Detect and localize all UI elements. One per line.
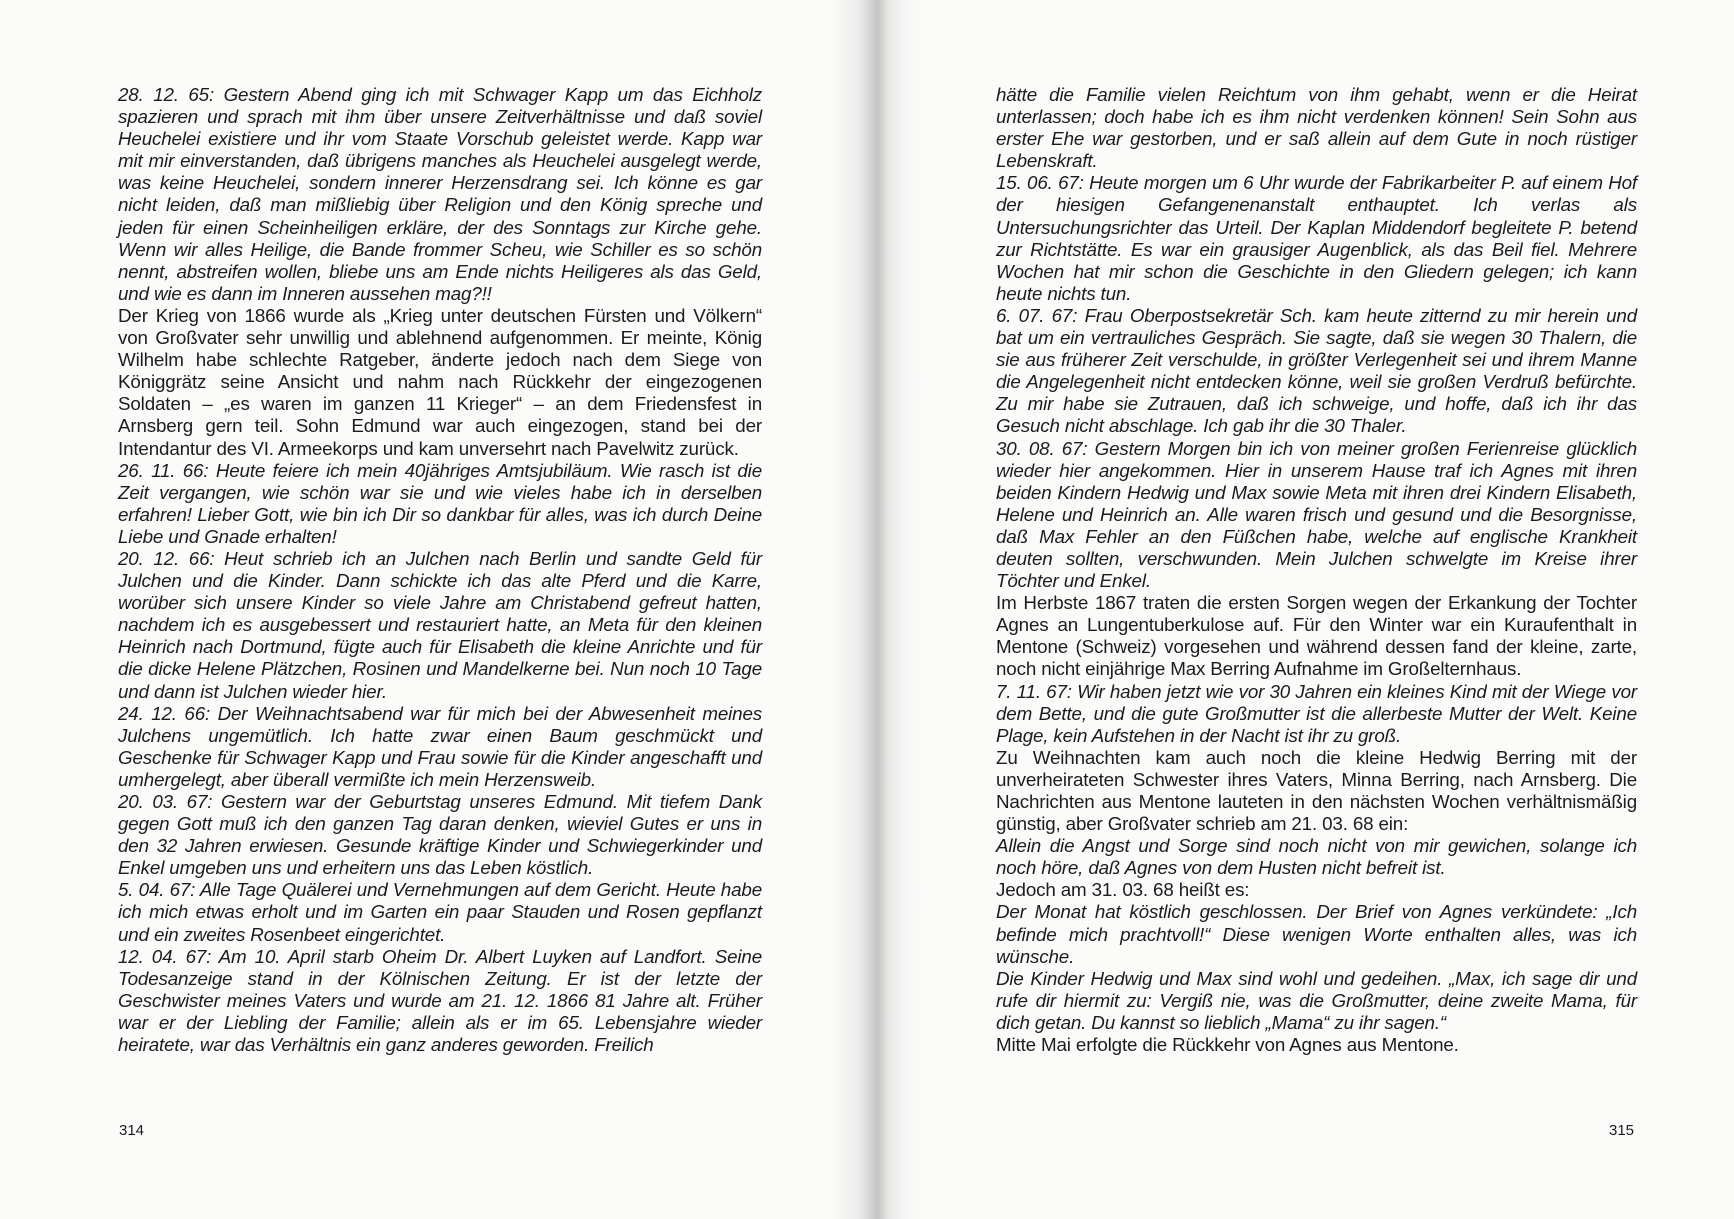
left-paragraph-6: 20. 03. 67: Gestern war der Geburtstag unseres Edmund. Mit tiefem Dank gegen Gott muß ich den ganzen Tag daran denken, wieviel Gutes er uns in den 32 Jahren erwiesen. Gesunde kräftige Kinder und Schwiegerkinder und Enkel umgeben uns und erheitern uns das Leben köstlich. [118, 791, 762, 879]
right-paragraph-3: 6. 07. 67: Frau Oberpostsekretär Sch. kam heute zitternd zu mir herein und bat um ein vertrauliches Gespräch. Sie sagte, daß sie wegen 30 Thalern, die sie aus früherer Zeit verschulde, in größter Verlegenheit sei und ihrem Manne die Angelegenheit nicht entdecken könne, weil sie großen Verdruß befürchte. Zu mir habe sie Zutrauen, daß ich schweige, und hoffe, daß ich ihr das Gesuch nicht abschlage. Ich gab ihr die 30 Thaler. [996, 304, 1637, 437]
right-paragraph-8: Allein die Angst und Sorge sind noch nicht von mir gewichen, solange ich noch höre, daß Agnes von dem Husten nicht befreit ist. [996, 835, 1637, 879]
right-paragraph-5: Im Herbste 1867 traten die ersten Sorgen wegen der Erkankung der Tochter Agnes an Lungentuberkulose auf. Für den Winter war ein Kuraufenthalt in Mentone (Schweiz) vorgesehen und während dessen fand der kleine, zarte, noch nicht einjährige Max Berring Aufnahme im Großelternhaus. [996, 592, 1637, 680]
right-page-number: 315 [1609, 1122, 1635, 1139]
book-gutter [830, 0, 925, 1219]
left-paragraph-1: 28. 12. 65: Gestern Abend ging ich mit Schwager Kapp um das Eichholz spazieren und sprach mit ihm über unsere Zeitverhältnisse und daß soviel Heuchelei existiere und ihr vom Staate Vorschub geleistet werde. Kapp war mit mir einverstanden, daß übrigens manches als Heuchelei ausgelegt werde, was keine Heuchelei, sondern innerer Herzensdrang sei. Ich könne es gar nicht leiden, daß man mißliebig über Religion und den König spreche und jeden für einen Scheinheiligen erkläre, der des Sonntags zur Kirche gehe. Wenn wir alles Heilige, die Bande frommer Scheu, wie Schiller es so schön nennt, abstreifen wollen, bliebe uns am Ende nichts Heiligeres als das Geld, und wie es dann im Inneren aussehen mag?!! [118, 84, 762, 304]
left-paragraph-2: Der Krieg von 1866 wurde als „Krieg unter deutschen Fürsten und Völkern“ von Großvater sehr unwillig und ablehnend aufgenommen. Er meinte, König Wilhelm habe schlechte Ratgeber, änderte jedoch nach dem Siege von Königgrätz seine Ansicht und nahm nach Rückkehr der eingezogenen Soldaten – „es waren im ganzen 11 Krieger“ – an dem Friedensfest in Arnsberg gern teil. Sohn Edmund war auch eingezogen, stand bei der Intendantur des VI. Armeekorps und kam unversehrt nach Pavelwitz zurück. [118, 304, 762, 459]
left-paragraph-5: 24. 12. 66: Der Weihnachtsabend war für mich bei der Abwesenheit meines Julchens ungemütlich. Ich hatte zwar einen Baum geschmückt und Geschenke für Schwager Kapp und Frau sowie für die Kinder angeschafft und umhergelegt, aber überall vermißte ich mein Herzensweib. [118, 702, 762, 790]
right-paragraph-7: Zu Weihnachten kam auch noch die kleine Hedwig Berring mit der unverheirateten Schwester ihres Vaters, Minna Berring, nach Arnsberg. Die Nachrichten aus Mentone lauteten in den nächsten Wochen verhältnismäßig günstig, aber Großvater schrieb am 21. 03. 68 ein: [996, 746, 1637, 835]
left-paragraph-4: 20. 12. 66: Heut schrieb ich an Julchen nach Berlin und sandte Geld für Julchen und die Kinder. Dann schickte ich das alte Pferd und die Karre, worüber sich unsere Kinder so viele Jahre am Christabend gefreut hatten, nachdem ich es ausgebessert und restauriert hatte, an Meta für den kleinen Heinrich nach Dortmund, fügte auch für Elisabeth die kleine Anrichte und für die dicke Helene Plätzchen, Rosinen und Mandelkerne bei. Nun noch 10 Tage und dann ist Julchen wieder hier. [118, 547, 762, 702]
right-paragraph-6: 7. 11. 67: Wir haben jetzt wie vor 30 Jahren ein kleines Kind mit der Wiege vor dem Bette, und die gute Großmutter ist die allerbeste Mutter der Welt. Keine Plage, kein Aufstehen in der Nacht ist ihr zu groß. [996, 680, 1637, 746]
right-paragraph-11: Die Kinder Hedwig und Max sind wohl und gedeihen. „Max, ich sage dir und rufe dir hiermit zu: Vergiß nie, was die Großmutter, deine zweite Mama, für dich getan. Du kannst so lieblich „Mama“ zu ihr sagen.“ [996, 967, 1637, 1033]
right-paragraph-9: Jedoch am 31. 03. 68 heißt es: [996, 879, 1250, 901]
right-page-text [996, 84, 1637, 1056]
right-paragraph-2: 15. 06. 67: Heute morgen um 6 Uhr wurde der Fabrikarbeiter P. auf einem Hof der hiesigen Gefangenenanstalt enthauptet. Ich verlas als Untersuchungsrichter das Urteil. Der Kaplan Middendorf begleitete P. betend zur Richtstätte. Es war ein grausiger Augenblick, als das Beil fiel. Mehrere Wochen hat mir schon die Geschichte in den Gliedern gelegen; ich kann heute nichts tun. [996, 172, 1637, 304]
right-paragraph-12: Mitte Mai erfolgte die Rückkehr von Agnes aus Mentone. [996, 1034, 1459, 1056]
right-paragraph-4: 30. 08. 67: Gestern Morgen bin ich von meiner großen Ferienreise glücklich wieder hier angekommen. Hier in unserem Hause traf ich Agnes mit ihren beiden Kindern Hedwig und Max sowie Meta mit ihren drei Kindern Elisabeth, Helene und Heinrich an. Alle waren frisch und gesund und die Besorgnisse, daß Max Fehler an den Füßchen habe, welche auf englische Krankheit deuten sollten, verschwunden. Mein Julchen schwelgte im Kreise ihrer Töchter und Enkel. [996, 437, 1637, 592]
right-paragraph-1: hätte die Familie vielen Reichtum von ihm gehabt, wenn er die Heirat unterlassen; doch habe ich es ihm nicht verdenken können! Sein Sohn aus erster Ehe war gestorben, und er saß allein auf dem Gute in noch rüstiger Lebenskraft. [996, 84, 1637, 172]
left-paragraph-3: 26. 11. 66: Heute feiere ich mein 40jähriges Amtsjubiläum. Wie rasch ist die Zeit vergangen, wie schön war sie und wie vieles habe ich in derselben erfahren! Lieber Gott, wie bin ich Dir so dankbar für alles, was ich durch Deine Liebe und Gnade erhalten! [118, 459, 762, 547]
left-page-text [118, 84, 762, 1056]
right-paragraph-10: Der Monat hat köstlich geschlossen. Der Brief von Agnes verkündete: „Ich befinde mich prachtvoll!“ Diese wenigen Worte enthalten alles, was ich wünsche. [996, 901, 1637, 967]
left-paragraph-7: 5. 04. 67: Alle Tage Quälerei und Vernehmungen auf dem Gericht. Heute habe ich mich etwas erholt und im Garten ein paar Stauden und Rosen gepflanzt und ein zweites Rosenbeet eingerichtet. [118, 879, 762, 945]
left-paragraph-8: 12. 04. 67: Am 10. April starb Oheim Dr. Albert Luyken auf Landfort. Seine Todesanzeige stand in der Kölnischen Zeitung. Er ist der letzte der Geschwister meines Vaters und wurde am 21. 12. 1866 81 Jahre alt. Früher war er der Liebling der Familie; allein als er im 65. Lebensjahre wieder heiratete, war das Verhältnis ein ganz anderes geworden. Freilich [118, 945, 762, 1056]
left-page-number: 314 [119, 1122, 145, 1139]
